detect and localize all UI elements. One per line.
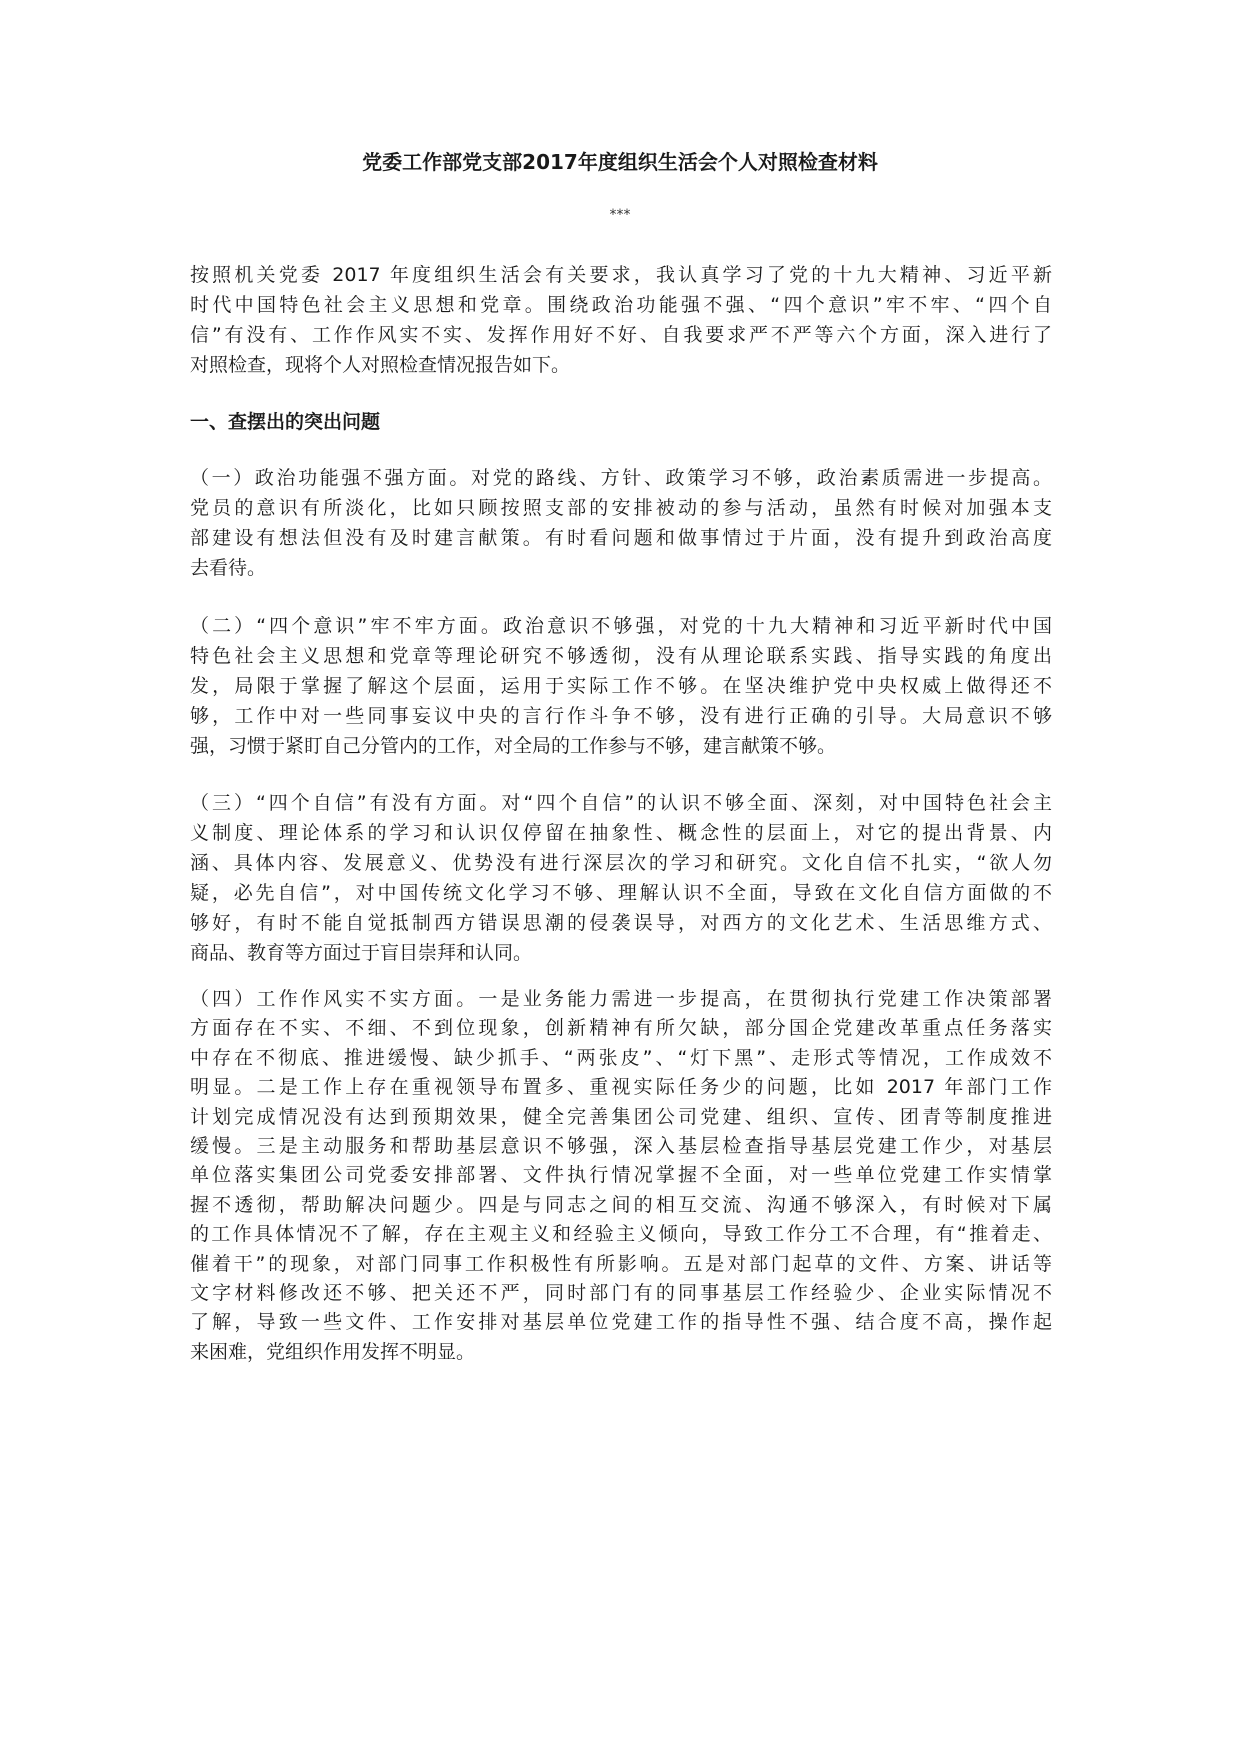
- text-line: 部建设有想法但没有及时建言献策。有时看问题和做事情过于片面，没有提升到政治高度: [190, 527, 1052, 549]
- text-line: 催着干”的现象，对部门同事工作积极性有所影响。五是对部门起草的文件、方案、讲话等: [190, 1252, 1052, 1275]
- text-line: 涵、具体内容、发展意义、优势没有进行深层次的学习和研究。文化自信不扎实，“欲人勿: [190, 852, 1052, 874]
- text-line: 中存在不彻底、推进缓慢、缺少抓手、“两张皮”、“灯下黑”、走形式等情况，工作成效不: [190, 1046, 1052, 1069]
- text-line: 商品、教育等方面过于盲目崇拜和认同。: [190, 942, 533, 964]
- text-line: 疑，必先自信”，对中国传统文化学习不够、理解认识不全面，导致在文化自信方面做的不: [190, 882, 1052, 904]
- text-line: 去看待。: [190, 557, 267, 579]
- text-line: 单位落实集团公司党委安排部署、文件执行情况掌握不全面，对一些单位党建工作实情掌: [190, 1164, 1052, 1187]
- text-line: 党员的意识有所淡化，比如只顾按照支部的安排被动的参与活动，虽然有时候对加强本支: [190, 497, 1052, 519]
- text-line: 对照检查，现将个人对照检查情况报告如下。: [190, 354, 571, 376]
- paragraph-four-consciousness: [190, 611, 1052, 761]
- text-line: 时代中国特色社会主义思想和党章。围绕政治功能强不强、“四个意识”牢不牢、“四个自: [190, 294, 1052, 316]
- intro-paragraph: [190, 260, 1052, 380]
- text-line: 义制度、理论体系的学习和认识仅停留在抽象性、概念性的层面上，对它的提出背景、内: [190, 822, 1052, 844]
- text-line: 计划完成情况没有达到预期效果，健全完善集团公司党建、组织、宣传、团青等制度推进: [190, 1105, 1052, 1128]
- text-line: 按照机关党委 2017 年度组织生活会有关要求，我认真学习了党的十九大精神、习近平新: [190, 264, 1052, 286]
- text-line: 缓慢。三是主动服务和帮助基层意识不够强，深入基层检查指导基层党建工作少，对基层: [190, 1134, 1052, 1157]
- text-line: 了解，导致一些文件、工作安排对基层单位党建工作的指导性不强、结合度不高，操作起: [190, 1311, 1052, 1334]
- text-line: 够，工作中对一些同事妄议中央的言行作斗争不够，没有进行正确的引导。大局意识不够: [190, 705, 1052, 727]
- text-line: 发，局限于掌握了解这个层面，运用于实际工作不够。在坚决维护党中央权威上做得还不: [190, 675, 1052, 697]
- paragraph-work-style: [190, 985, 1052, 1367]
- paragraph-political: [190, 463, 1052, 583]
- text-line: 信”有没有、工作作风实不实、发挥作用好不好、自我要求严不严等六个方面，深入进行了: [190, 324, 1052, 346]
- author-mark: ***: [609, 207, 631, 223]
- text-line: 来困难，党组织作用发挥不明显。: [190, 1340, 476, 1363]
- text-line: 方面存在不实、不细、不到位现象，创新精神有所欠缺，部分国企党建改革重点任务落实: [190, 1017, 1052, 1040]
- text-line: 文字材料修改还不够、把关还不严，同时部门有的同事基层工作经验少、企业实际情况不: [190, 1281, 1052, 1304]
- text-line: 的工作具体情况不了解，存在主观主义和经验主义倾向，导致工作分工不合理，有“推着走、: [190, 1223, 1052, 1246]
- text-line: 够好，有时不能自觉抵制西方错误思潮的侵袭误导，对西方的文化艺术、生活思维方式、: [190, 912, 1052, 934]
- text-line: 特色社会主义思想和党章等理论研究不够透彻，没有从理论联系实践、指导实践的角度出: [190, 645, 1052, 667]
- text-line: （三）“四个自信”有没有方面。对“四个自信”的认识不够全面、深刻，对中国特色社会主: [190, 792, 1052, 814]
- document-title: 党委工作部党支部2017年度组织生活会个人对照检查材料: [362, 150, 878, 174]
- text-line: （二）“四个意识”牢不牢方面。政治意识不够强，对党的十九大精神和习近平新时代中国: [190, 615, 1052, 637]
- text-line: 强，习惯于紧盯自己分管内的工作，对全局的工作参与不够，建言献策不够。: [190, 735, 837, 757]
- text-line: 握不透彻，帮助解决问题少。四是与同志之间的相互交流、沟通不够深入，有时候对下属: [190, 1193, 1052, 1216]
- text-line: 明显。二是工作上存在重视领导布置多、重视实际任务少的问题，比如 2017 年部门工作: [190, 1076, 1052, 1099]
- paragraph-four-confidence: [190, 788, 1052, 968]
- text-line: （一）政治功能强不强方面。对党的路线、方针、政策学习不够，政治素质需进一步提高。: [190, 467, 1052, 489]
- text-line: （四）工作作风实不实方面。一是业务能力需进一步提高，在贯彻执行党建工作决策部署: [190, 988, 1052, 1010]
- section-heading: 一、查摆出的突出问题: [190, 411, 381, 433]
